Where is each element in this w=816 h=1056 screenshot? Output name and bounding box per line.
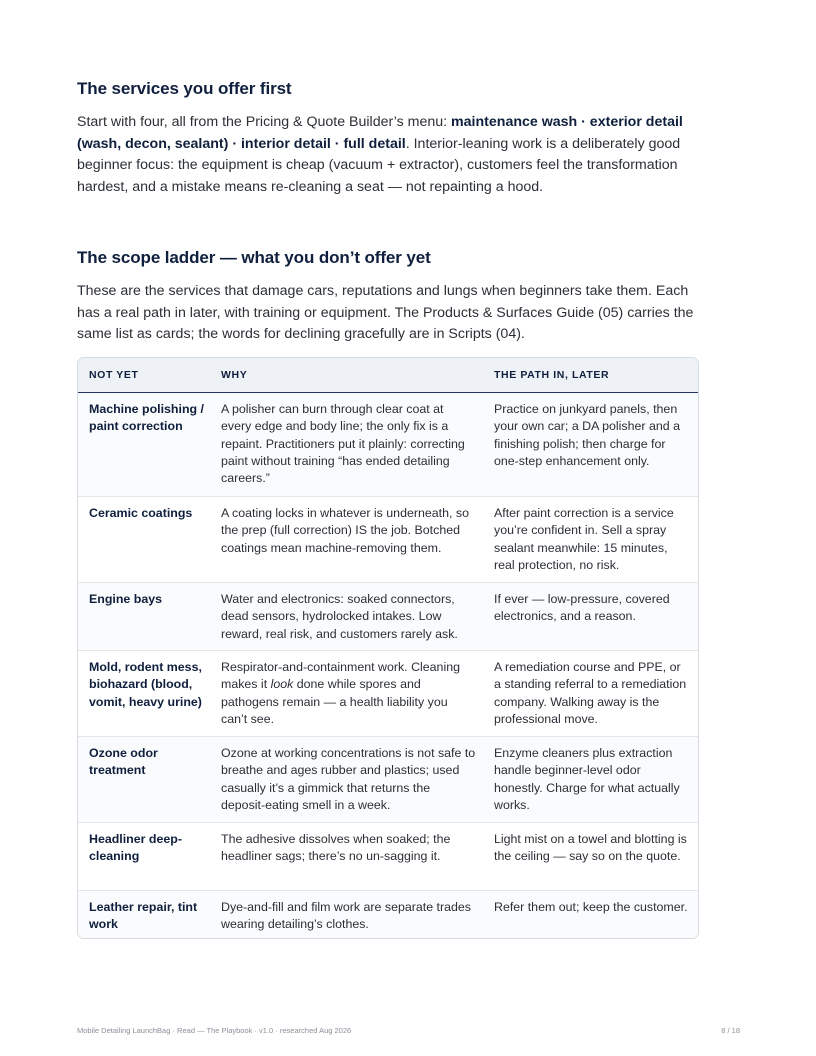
row-why: A coating locks in whatever is underneath, so the prep (full correction) IS the job. Botched coatings mean machine-removing them. <box>221 506 469 555</box>
table-row <box>78 650 698 736</box>
row-why-after: done while spores and pathogens remain — a health liability you can’t see. <box>221 677 448 726</box>
table-row <box>78 582 698 650</box>
table-row <box>78 496 698 582</box>
row-service: Leather repair, tint work <box>89 900 198 932</box>
row-why: Ozone at working concentrations is not safe to breathe and ages rubber and plastics; used casually it’s a gimmick that returns the deposit-eating smell in a week. <box>221 746 476 812</box>
row-service: Engine bays <box>89 592 162 606</box>
row-service: Ceramic coatings <box>89 506 193 520</box>
services-list: maintenance wash · exterior detail (wash, decon, sealant) · interior detail · full detail <box>77 114 683 152</box>
table-row <box>78 890 698 939</box>
row-path: A remediation course and PPE, or a standing referral to a remediation company. Walking away is the professional move. <box>494 660 687 726</box>
scope-heading: The scope ladder — what you don’t offer yet <box>77 248 431 267</box>
table-row <box>78 393 698 496</box>
row-path: Light mist on a towel and blotting is the ceiling — say so on the quote. <box>494 832 687 864</box>
table-row <box>78 822 698 890</box>
row-path: Refer them out; keep the customer. <box>494 900 688 914</box>
row-service: Machine polishing / paint correction <box>89 402 204 434</box>
table-row <box>78 736 698 822</box>
services-intro-lead: Start with four, all from the Pricing & Quote Builder’s menu: <box>77 114 452 130</box>
footer-document-info: Mobile Detailing LaunchBag · Read — The Playbook · v1.0 · researched Aug 2026 <box>77 1026 352 1035</box>
row-why-emphasis: look <box>270 677 294 692</box>
row-why: Dye-and-fill and film work are separate trades wearing detailing’s clothes. <box>221 900 471 932</box>
scope-ladder-table <box>77 357 699 939</box>
table-header <box>78 358 698 393</box>
row-path: Practice on junkyard panels, then your own car; a DA polisher and a finishing polish; then charge for one-step enhancement only. <box>494 402 680 468</box>
services-heading: The services you offer first <box>77 79 292 98</box>
header-not-yet: NOT YET <box>89 369 139 381</box>
row-service: Mold, rodent mess, biohazard (blood, vomit, heavy urine) <box>89 660 202 709</box>
row-path: Enzyme cleaners plus extraction handle beginner-level odor honestly. Charge for what actually works. <box>494 746 680 812</box>
services-intro <box>77 112 697 199</box>
header-path-in: THE PATH IN, LATER <box>494 369 610 381</box>
scope-intro: These are the services that damage cars, reputations and lungs when beginners take them. Each has a real path in later, with training or equipment. The Products & Surfaces Guide (05) carries the same list as cards; the words for declining gracefully are in Scripts (04). <box>77 283 694 343</box>
row-why: The adhesive dissolves when soaked; the headliner sags; there’s no un-sagging it. <box>221 832 451 864</box>
services-intro-tail: . Interior-leaning work is a deliberately good beginner focus: the equipment is cheap (vacuum + extractor), customers feel the transformation hardest, and a mistake means re-cleaning a seat — not repainting a hood. <box>77 135 681 196</box>
footer-page-number: 8 / 18 <box>721 1026 740 1035</box>
row-why: Water and electronics: soaked connectors, dead sensors, hydrolocked intakes. Low reward, real risk, and customers rarely ask. <box>221 592 458 641</box>
row-service: Headliner deep-cleaning <box>89 832 182 864</box>
row-why: A polisher can burn through clear coat at every edge and body line; the only fix is a repaint. Practitioners put it plainly: correcting paint without training “has ended detailing careers.” <box>221 402 465 486</box>
row-service: Ozone odor treatment <box>89 746 158 778</box>
row-why-before: Respirator-and-containment work. Cleaning makes it <box>221 660 460 692</box>
header-why: WHY <box>221 369 248 381</box>
row-path: If ever — low-pressure, covered electronics, and a reason. <box>494 592 670 624</box>
row-path: After paint correction is a service you’re confident in. Sell a spray sealant meanwhile: 15 minutes, real protection, no risk. <box>494 506 674 572</box>
table-body <box>78 393 698 939</box>
row-why <box>210 659 484 736</box>
